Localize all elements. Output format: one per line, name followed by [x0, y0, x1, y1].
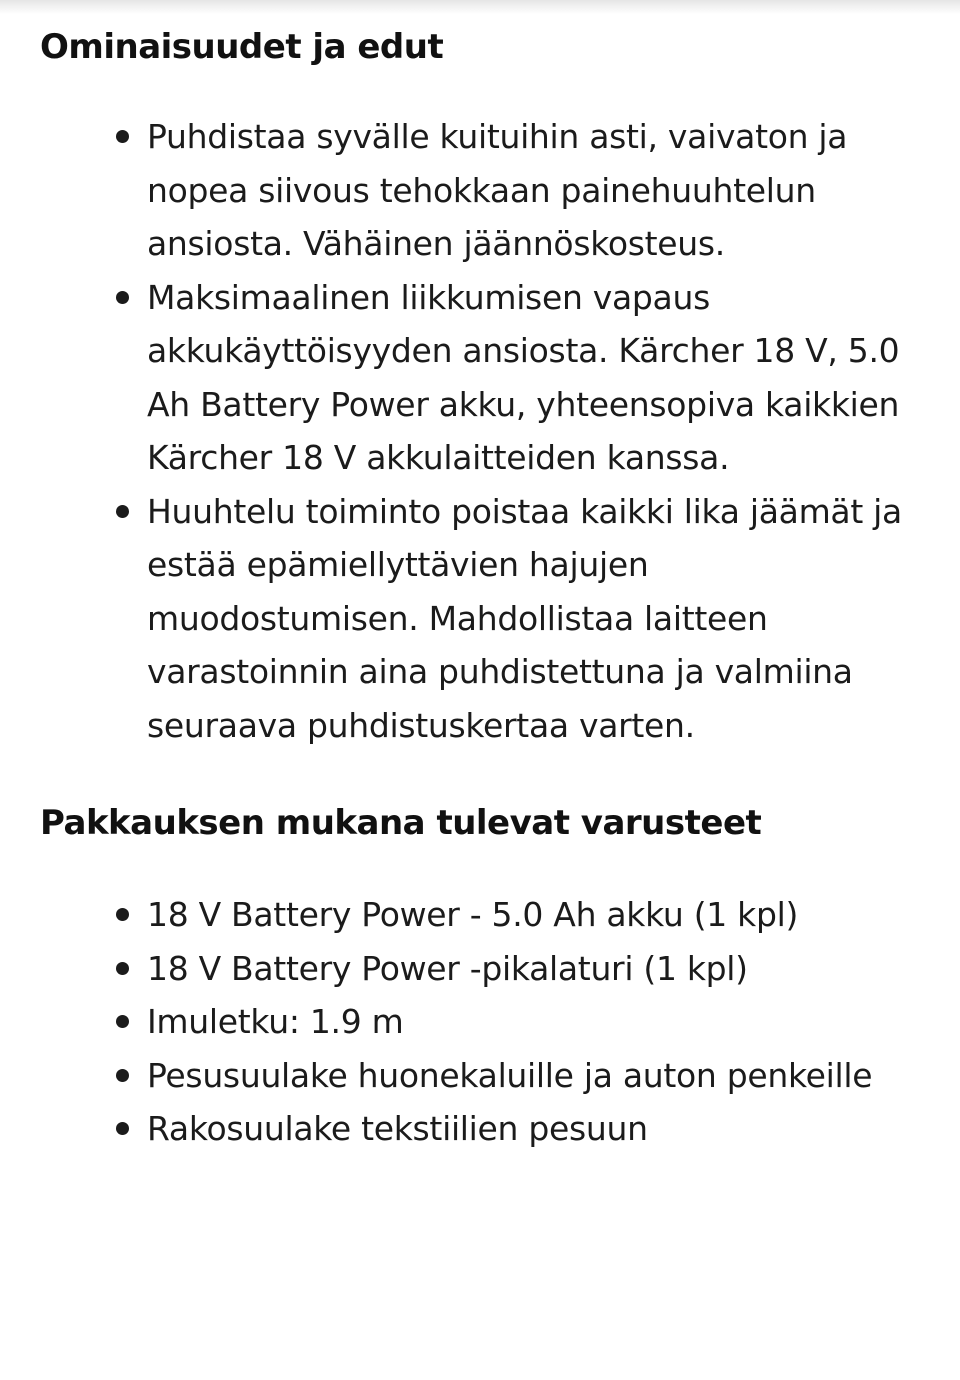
included-heading: Pakkauksen mukana tulevat varusteet — [40, 803, 762, 843]
product-details — [40, 22, 930, 1156]
list-item-text: Rakosuulake tekstiilien pesuun — [147, 1109, 648, 1148]
bullet-icon — [116, 1069, 129, 1082]
included-list — [40, 888, 930, 1156]
list-item — [147, 995, 930, 1049]
features-heading: Ominaisuudet ja edut — [40, 27, 444, 67]
bullet-icon — [116, 291, 129, 304]
list-item — [147, 942, 930, 996]
list-item — [147, 1049, 930, 1103]
list-item — [147, 888, 930, 942]
list-item-text: Imuletku: 1.9 m — [147, 1002, 404, 1041]
bullet-icon — [116, 505, 129, 518]
list-item-text: Maksimaalinen liikkumisen vapaus akkukäyttöisyyden ansiosta. Kärcher 18 V, 5.0 Ah Battery Power akku, yhteensopiva kaikkien Kärcher 18 V akkulaitteiden kanssa. — [147, 277, 900, 477]
features-list — [40, 110, 930, 752]
list-item — [147, 1102, 930, 1156]
bullet-icon — [116, 908, 129, 921]
top-shadow — [0, 0, 960, 14]
bullet-icon — [116, 962, 129, 975]
list-item-text: 18 V Battery Power -pikalaturi (1 kpl) — [147, 948, 748, 988]
list-item — [147, 271, 930, 485]
bullet-icon — [116, 1122, 129, 1135]
list-item-text: Huuhtelu toiminto poistaa kaikki lika jäämät ja estää epämiellyttävien hajujen muodostumisen. Mahdollistaa laitteen varastoinnin aina puhdistettuna ja valmiina seuraava puhdistuskertaa varten. — [147, 491, 902, 745]
bullet-icon — [116, 130, 129, 143]
bullet-icon — [116, 1015, 129, 1028]
list-item-text: Pesusuulake huonekaluille ja auton penkeille — [147, 1055, 873, 1095]
list-item — [147, 485, 930, 753]
list-item-text: Puhdistaa syvälle kuituihin asti, vaivaton ja nopea siivous tehokkaan painehuuhtelun ansiosta. Vähäinen jäännöskosteus. — [147, 117, 848, 263]
list-item — [147, 110, 930, 271]
list-item-text: 18 V Battery Power - 5.0 Ah akku (1 kpl) — [147, 895, 799, 934]
